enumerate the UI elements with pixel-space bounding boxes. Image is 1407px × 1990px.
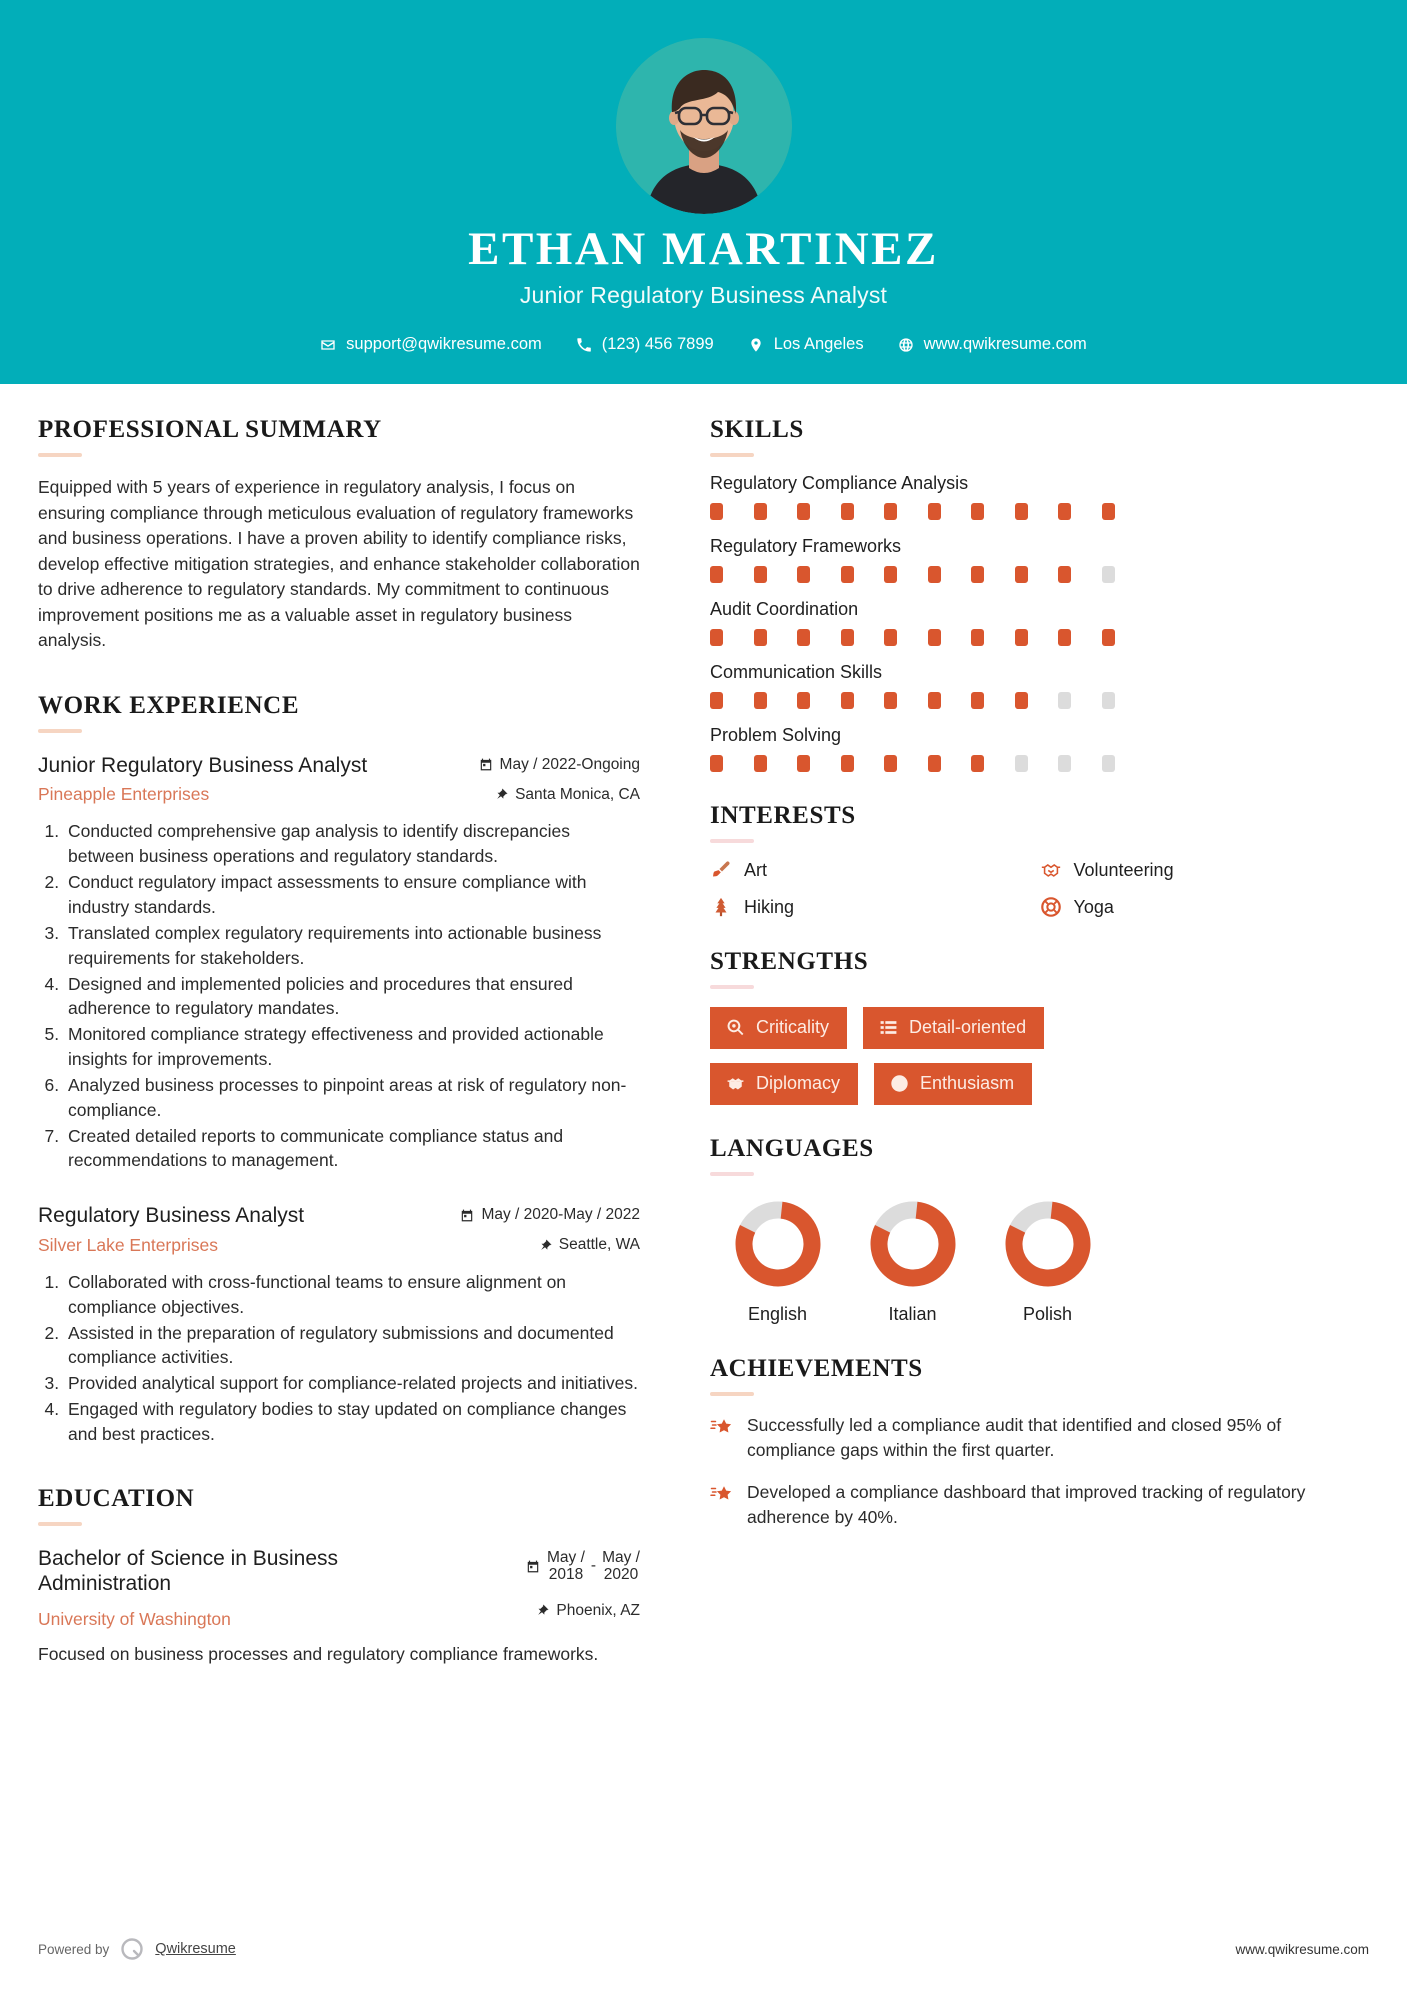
skill-dot [884, 503, 897, 520]
language-item [845, 1198, 980, 1325]
section-rule [710, 985, 754, 989]
section-education [38, 1485, 640, 1667]
skill-dot [797, 566, 810, 583]
skill-dot [797, 629, 810, 646]
education-entry-head [38, 1546, 640, 1630]
section-rule [710, 839, 754, 843]
work-dates [479, 756, 640, 774]
skill-dot [841, 503, 854, 520]
work-dates-value: May / 2022-Ongoing [499, 755, 640, 773]
interest-item [710, 859, 1040, 881]
skill-dot [1015, 503, 1028, 520]
education-date-separator: - [590, 1557, 597, 1575]
skill-dot [710, 692, 723, 709]
interests-grid [710, 859, 1369, 918]
section-title: ACHIEVEMENTS [710, 1355, 923, 1383]
list-item: 1. Collaborated with cross-functional teams to ensure alignment on compliance objectives. [64, 1270, 640, 1320]
education-date-start [547, 1549, 585, 1584]
skill-dot [1102, 629, 1115, 646]
summary-text: Equipped with 5 years of experience in regulatory analysis, I focus on ensuring compliance through meticulous evaluation of regulatory frameworks and business operations. I have a proven ability to identify compliance risks, develop effective mitigation strategies, and enhance stakeholder collaboration to drive adherence to regulatory standards. My commitment to continuous improvement positions me as a valuable asset in regulatory business analysis. [38, 477, 640, 651]
star-icon [710, 1483, 734, 1507]
education-note: Focused on business processes and regulatory compliance frameworks. [38, 1644, 599, 1665]
skill-dot [841, 566, 854, 583]
section-rule [38, 453, 82, 457]
contact-website[interactable] [881, 335, 1104, 354]
section-title: SKILLS [710, 416, 804, 444]
list-item: 4. Designed and implemented policies and procedures that ensured adherence to regulatory mandates. [64, 972, 640, 1022]
skill-dot [1058, 692, 1071, 709]
smiley-icon [890, 1074, 909, 1093]
work-role: Regulatory Business Analyst [38, 1204, 305, 1228]
strengths-list [710, 1007, 1369, 1105]
language-label: Italian [888, 1304, 937, 1325]
envelope-icon [320, 337, 336, 353]
education-dates-value [547, 1549, 640, 1584]
skill-dot [710, 629, 723, 646]
work-entry [38, 1203, 640, 1447]
list-item: 4. Engaged with regulatory bodies to stay updated on compliance changes and best practices. [64, 1397, 640, 1447]
pin-icon [494, 787, 508, 802]
skill-dot [797, 755, 810, 772]
list-item: 3. Translated complex regulatory requirements into actionable business requirements for stakeholders. [64, 921, 640, 971]
language-label: English [747, 1304, 808, 1325]
skill-dot [928, 503, 941, 520]
footer [0, 1936, 1407, 1990]
achievement-item [710, 1413, 1369, 1463]
strength-label: Detail-oriented [909, 1017, 1027, 1038]
skill-dot [1058, 755, 1071, 772]
work-location [479, 786, 640, 804]
location-pin-icon [748, 337, 764, 353]
section-rule [38, 729, 82, 733]
section-rule [710, 1172, 754, 1176]
interest-item [1040, 859, 1370, 881]
section-title: STRENGTHS [710, 948, 869, 976]
skill-dot [1015, 566, 1028, 583]
right-column [658, 384, 1369, 1936]
phone-icon [576, 337, 592, 353]
contact-location [731, 335, 881, 354]
education-degree: Bachelor of Science in Business Administration [38, 1546, 338, 1596]
skill-dot [884, 755, 897, 772]
skill-dot [841, 755, 854, 772]
skill-label: Regulatory Frameworks [710, 536, 902, 557]
section-rule [38, 1522, 82, 1526]
donut-chart [867, 1198, 959, 1290]
section-title: WORK EXPERIENCE [38, 691, 300, 719]
resume-body [0, 384, 1407, 1936]
skill-dot [1015, 755, 1028, 772]
list-icon [879, 1018, 898, 1037]
education-date-start-month: May / [547, 1548, 585, 1566]
skill-dot [1015, 629, 1028, 646]
skill-rating [710, 755, 1369, 772]
section-skills [710, 416, 1369, 772]
handshake-icon [1040, 859, 1062, 881]
interest-label: Yoga [1073, 896, 1114, 917]
skill-dot [971, 566, 984, 583]
contact-location-value: Los Angeles [773, 335, 864, 354]
skill-dot [710, 566, 723, 583]
skill-dot [1058, 629, 1071, 646]
strengths-row [710, 1007, 1369, 1049]
work-organization: Pineapple Enterprises [38, 784, 210, 805]
section-work-experience [38, 692, 640, 1447]
contact-email-value: support@qwikresume.com [346, 335, 542, 354]
education-entry [38, 1546, 640, 1667]
qwikresume-brand-link[interactable]: Qwikresume [155, 1941, 236, 1957]
education-date-end-month: May / [602, 1548, 640, 1566]
page-title: ETHAN MARTINEZ [468, 223, 939, 275]
section-strengths [710, 948, 1369, 1105]
education-location-value: Phoenix, AZ [556, 1601, 640, 1619]
skill-dot [1102, 755, 1115, 772]
star-icon [710, 1416, 734, 1440]
work-location-value: Seattle, WA [558, 1236, 640, 1254]
section-title: PROFESSIONAL SUMMARY [38, 416, 382, 444]
skill-dot [1058, 503, 1071, 520]
skill-label: Problem Solving [710, 725, 842, 746]
work-dates-value: May / 2020-May / 2022 [481, 1206, 640, 1224]
skill-rating [710, 503, 1369, 520]
skill-dot [754, 692, 767, 709]
work-location [460, 1236, 640, 1254]
skill-row [710, 662, 1369, 709]
strength-chip-detail-oriented[interactable] [863, 1007, 1044, 1049]
pin-icon [538, 1238, 552, 1253]
resume-header [0, 0, 1407, 384]
work-organization: Silver Lake Enterprises [38, 1234, 218, 1255]
pin-icon [535, 1603, 549, 1618]
globe-icon [898, 337, 914, 353]
education-organization: University of Washington [38, 1609, 231, 1630]
language-item [710, 1198, 845, 1325]
skill-row [710, 599, 1369, 646]
skill-dot [1015, 692, 1028, 709]
skill-label: Communication Skills [710, 662, 883, 683]
language-label: Polish [1022, 1304, 1073, 1325]
strength-label: Criticality [756, 1017, 830, 1038]
job-title: Junior Regulatory Business Analyst [519, 282, 888, 309]
work-bullets [38, 1270, 640, 1447]
contact-email[interactable] [303, 335, 559, 354]
achievement-text: Developed a compliance dashboard that improved tracking of regulatory adherence by 40%. [747, 1481, 1306, 1527]
skill-dot [841, 692, 854, 709]
skill-label: Regulatory Compliance Analysis [710, 473, 969, 494]
skill-row [710, 536, 1369, 583]
education-date-end-year: 2020 [603, 1566, 639, 1584]
interest-item [710, 896, 1040, 918]
section-title: LANGUAGES [710, 1135, 874, 1163]
strength-label: Enthusiasm [920, 1073, 1015, 1094]
skill-dot [754, 503, 767, 520]
list-item: 5. Monitored compliance strategy effectiveness and provided actionable insights for improvements. [64, 1022, 640, 1072]
skill-dot [797, 692, 810, 709]
skill-dot [1102, 566, 1115, 583]
work-entry-meta [460, 1203, 640, 1254]
section-interests [710, 802, 1369, 918]
language-item [980, 1198, 1115, 1325]
skill-dot [1102, 503, 1115, 520]
section-professional-summary [38, 416, 640, 654]
work-entry-head [38, 753, 640, 806]
skill-dot [884, 566, 897, 583]
achievement-item [710, 1480, 1369, 1530]
education-location [526, 1602, 640, 1620]
powered-by [38, 1936, 236, 1962]
donut-chart [732, 1198, 824, 1290]
skill-dot [841, 629, 854, 646]
skill-dot [928, 692, 941, 709]
calendar-icon [526, 1559, 540, 1574]
skill-dot [971, 692, 984, 709]
work-entry [38, 753, 640, 1173]
skill-dot [797, 503, 810, 520]
skill-dot [971, 755, 984, 772]
calendar-icon [479, 757, 493, 772]
languages-chart-row [710, 1198, 1369, 1325]
calendar-icon [460, 1208, 474, 1223]
skill-rating [710, 692, 1369, 709]
section-achievements [710, 1355, 1369, 1529]
education-entry-meta [526, 1546, 640, 1620]
skill-row [710, 473, 1369, 520]
list-item: 6. Analyzed business processes to pinpoint areas at risk of regulatory non-compliance. [64, 1073, 640, 1123]
achievement-text: Successfully led a compliance audit that identified and closed 95% of compliance gaps within the first quarter. [747, 1415, 1282, 1460]
skill-rating [710, 566, 1369, 583]
strength-chip-criticality[interactable] [710, 1007, 847, 1049]
list-item: 1. Conducted comprehensive gap analysis to identify discrepancies between business operations and regulatory standards. [64, 819, 640, 869]
education-dates [526, 1549, 640, 1584]
contact-phone[interactable] [559, 335, 731, 354]
magnifier-icon [726, 1018, 745, 1037]
qwikresume-logo-icon [119, 1936, 145, 1962]
skill-dot [928, 755, 941, 772]
avatar [616, 38, 792, 214]
education-entry-left [38, 1546, 526, 1630]
skill-row [710, 725, 1369, 772]
work-location-value: Santa Monica, CA [515, 785, 640, 803]
skill-dot [928, 629, 941, 646]
skill-dot [928, 566, 941, 583]
work-dates [460, 1206, 640, 1224]
interest-item [1040, 896, 1370, 918]
list-item: 7. Created detailed reports to communicate compliance status and recommendations to management. [64, 1124, 640, 1174]
strength-label: Diplomacy [756, 1073, 841, 1094]
paintbrush-icon [710, 859, 732, 881]
skill-dot [754, 566, 767, 583]
section-title: EDUCATION [38, 1484, 195, 1512]
interest-label: Volunteering [1073, 859, 1174, 880]
section-rule [710, 453, 754, 457]
strengths-row [710, 1063, 1369, 1105]
contact-row [0, 335, 1407, 354]
strength-chip-diplomacy[interactable] [710, 1063, 858, 1105]
contact-phone-value: (123) 456 7899 [601, 335, 714, 354]
work-entry-head [38, 1203, 640, 1256]
work-bullets [38, 819, 640, 1173]
skill-dot [754, 755, 767, 772]
strength-chip-enthusiasm[interactable] [874, 1063, 1032, 1105]
skill-dot [971, 503, 984, 520]
left-column [38, 384, 658, 1936]
work-entry-left [38, 1203, 460, 1256]
contact-website-value: www.qwikresume.com [923, 335, 1087, 354]
list-item: 3. Provided analytical support for compliance-related projects and initiatives. [64, 1371, 640, 1396]
handshake-icon [726, 1074, 745, 1093]
work-role: Junior Regulatory Business Analyst [38, 753, 368, 777]
section-title: INTERESTS [710, 802, 856, 830]
skill-rating [710, 629, 1369, 646]
skill-dot [1058, 566, 1071, 583]
education-date-start-year: 2018 [548, 1566, 584, 1584]
skill-dot [1102, 692, 1115, 709]
skill-label: Audit Coordination [710, 599, 859, 620]
interest-label: Hiking [744, 896, 795, 917]
lifebuoy-icon [1040, 896, 1062, 918]
skill-dot [710, 503, 723, 520]
skill-dot [884, 692, 897, 709]
list-item: 2. Assisted in the preparation of regulatory submissions and documented compliance activities. [64, 1321, 640, 1371]
donut-chart [1002, 1198, 1094, 1290]
section-languages [710, 1135, 1369, 1325]
tree-icon [710, 896, 732, 918]
powered-by-label: Powered by [38, 1941, 110, 1957]
skill-dot [884, 629, 897, 646]
skill-dot [754, 629, 767, 646]
interest-label: Art [744, 859, 768, 880]
work-entry-left [38, 753, 479, 806]
education-date-end [602, 1549, 640, 1584]
skill-dot [710, 755, 723, 772]
skill-dot [971, 629, 984, 646]
list-item: 2. Conduct regulatory impact assessments to ensure compliance with industry standards. [64, 870, 640, 920]
work-entry-meta [479, 753, 640, 804]
section-rule [710, 1392, 754, 1396]
footer-url[interactable]: www.qwikresume.com [1235, 1941, 1369, 1957]
